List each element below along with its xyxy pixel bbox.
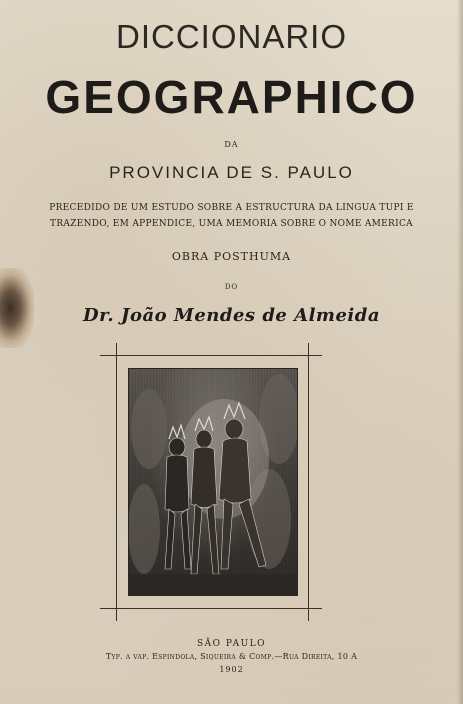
title-da: DA — [224, 140, 239, 149]
imprint-printer: Typ. a vap. Espindola, Siqueira & Comp.—Rua Direita, 10 A — [105, 652, 358, 661]
frame-right-line — [308, 343, 309, 621]
province-line: PROVINCIA DE S. PAULO — [109, 163, 354, 182]
posthumous-line: OBRA POSTHUMA — [171, 250, 292, 263]
imprint-city: SÃO PAULO — [196, 639, 267, 649]
preface-line-1: PRECEDIDO DE UM ESTUDO SOBRE A ESTRUCTURA DA LINGUA TUPI E — [49, 203, 414, 213]
author-name: Dr. João Mendes de Almeida — [82, 305, 381, 326]
title-line-1: DICCIONARIO — [115, 18, 347, 55]
author-prefix: DO — [224, 283, 239, 291]
frame-top-line — [100, 355, 322, 356]
imprint-year: 1902 — [219, 665, 244, 674]
frame-bottom-line — [100, 608, 322, 609]
title-line-2: GEOGRAPHICO — [45, 71, 418, 123]
frame-left-line — [116, 343, 117, 621]
preface-line-2: TRAZENDO, EM APPENDICE, UMA MEMORIA SOBRE O NOME AMERICA — [50, 219, 413, 229]
engraving-indigenous-figures-image — [128, 368, 298, 596]
